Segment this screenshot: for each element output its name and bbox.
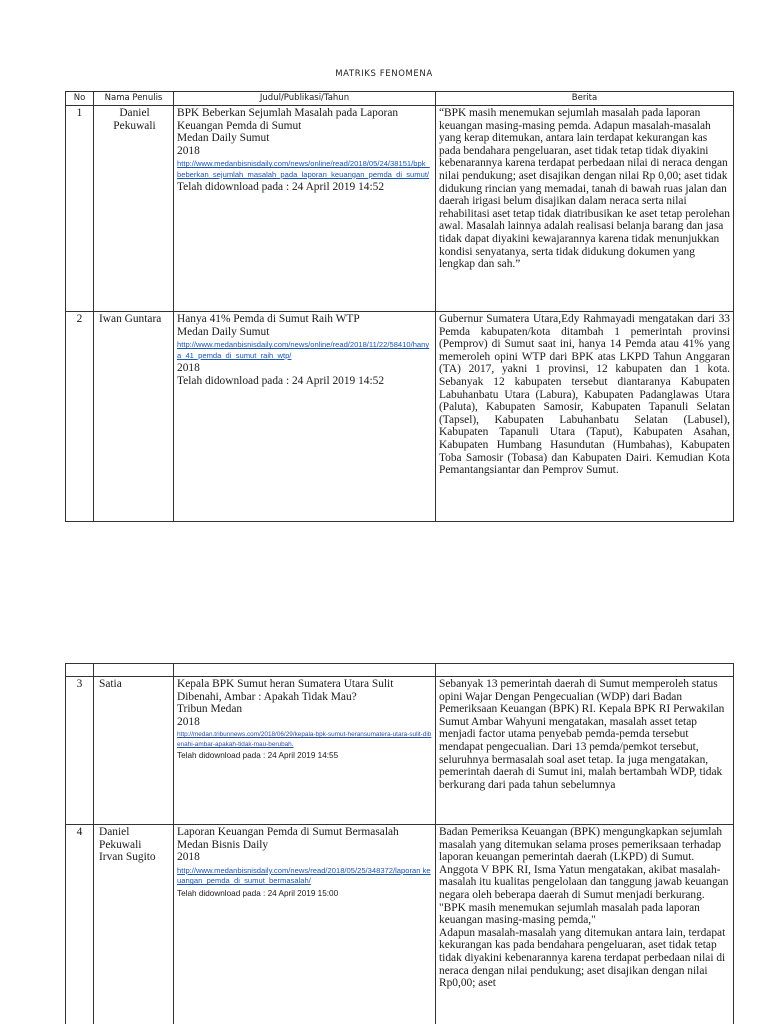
publication-name: Medan Bisnis Daily [177, 838, 269, 851]
author-line: Daniel Pekuwali Irvan Sugito [99, 826, 156, 864]
header-nama-penulis: Nama Penulis [94, 92, 174, 106]
publication-year: 2018 [177, 715, 200, 728]
author-name: Iwan Guntara [94, 312, 174, 522]
table-row [66, 825, 734, 1024]
news-paragraph: Badan Pemeriksa Keuangan (BPK) mengungkapkan sejumlah masalah yang ditemukan selama proses pemeriksaan terhadap laporan keuangan pemerintah daerah (LKPD) di Sumut. [439, 826, 723, 864]
header-no: No [66, 92, 94, 106]
header-berita: Berita [436, 92, 734, 106]
article-link[interactable]: http://medan.tribunnews.com/2018/06/29/kepala-bpk-sumut-heransumatera-utara-sulit-dibenahi-ambar-apakah-tidak-mau-berubah. [177, 731, 432, 748]
publication-name: Medan Daily Sumut [177, 325, 270, 338]
empty-cell [174, 664, 436, 677]
row-number: 1 [66, 106, 94, 312]
article-title: BPK Beberkan Sejumlah Masalah pada Laporan Keuangan Pemda di Sumut [177, 107, 399, 132]
row-number: 2 [66, 312, 94, 522]
article-title: Kepala BPK Sumut heran Sumatera Utara Sulit Dibenahi, Ambar : Apakah Tidak Mau? [177, 678, 394, 703]
article-link[interactable]: http://www.medanbisnisdaily.com/news/online/read/2018/11/22/58410/hanya_41_pemda_di_sumut_raih_wtp/ [177, 340, 430, 360]
header-judul-publikasi-tahun: Judul/Publikasi/Tahun [174, 92, 436, 106]
table-row [66, 312, 734, 522]
document-title: MATRIKS FENOMENA [335, 69, 433, 79]
empty-header-row [66, 664, 734, 677]
publication-year: 2018 [177, 851, 200, 864]
article-title: Hanya 41% Pemda di Sumut Raih WTP [177, 313, 360, 325]
author-name [94, 825, 174, 1024]
author-name: Satia [94, 677, 174, 825]
title-publication-cell [174, 677, 436, 825]
empty-cell [66, 664, 94, 677]
title-publication-cell [174, 825, 436, 1024]
article-link[interactable]: http://www.medanbisnisdaily.com/news/online/read/2018/05/24/38151/bpk_beberkan_sejumlah_masalah_pada_laporan_keuangan_pemda_di_sumut/ [177, 159, 430, 179]
article-title: Laporan Keuangan Pemda di Sumut Bermasalah [177, 826, 399, 838]
download-note: Telah didownload pada : 24 April 2019 14:55 [177, 751, 339, 761]
publication-name: Medan Daily Sumut [177, 132, 270, 145]
news-excerpt [436, 825, 734, 1024]
fenomena-table-page-top [65, 91, 734, 522]
news-excerpt: “BPK masih menemukan sejumlah masalah pada laporan keuangan masing-masing pemda. Adapun masalah-masalah yang kerap ditemukan, antara lain terdapat kekurangan kas pada bendahara pengeluaran, aset tidak tetap tidak diyakini kebenarannya karena terdapat perbedaan nilai di neraca dengan nilai pendukung; aset disajikan dengan nilai Rp 0,00; aset tidak didukung rincian yang memadai, tanah di bawah ruas jalan dan daerah irigasi belum disajikan dalam neraca serta nilai rehabilitasi aset tetap tidak diatribusikan ke aset tetap perolehan awal. Masalah lainnya adalah realisasi belanja barang dan jasa tidak dapat diyakini kewajarannya karena tidak menunjukkan kondisi senyatanya, serta tidak didukung dokumen yang lengkap dan sah.” [436, 106, 734, 312]
row-number: 3 [66, 677, 94, 825]
empty-cell [94, 664, 174, 677]
download-note: Telah didownload pada : 24 April 2019 14:52 [177, 374, 385, 387]
download-note: Telah didownload pada : 24 April 2019 14:52 [177, 181, 385, 194]
publication-name: Tribun Medan [177, 703, 243, 716]
news-paragraph: Anggota V BPK RI, Isma Yatun mengatakan, akibat masalah-masalah itu kualitas pengelolaan dan tanggung jawab keuangan negara oleh beberapa daerah di Sumut menjadi berkurang. [439, 863, 729, 901]
publication-year: 2018 [177, 144, 200, 157]
news-paragraph: "BPK masih menemukan sejumlah masalah pada laporan keuangan masing-masing pemda," [439, 901, 700, 927]
news-paragraph: Adapun masalah-masalah yang ditemukan antara lain, terdapat kekurangan kas pada bendahara pengeluaran, aset tidak tetap tidak diyakini kebenarannya karena terdapat perbedaan nilai di neraca dengan nilai pendukung; aset disajikan dengan nilai Rp0,00; aset [439, 926, 726, 990]
table-row [66, 106, 734, 312]
table-header-row [66, 92, 734, 106]
author-line: Daniel Pekuwali [113, 107, 156, 132]
download-note: Telah didownload pada : 24 April 2019 15:00 [177, 888, 339, 898]
title-publication-cell [174, 106, 436, 312]
author-name [94, 106, 174, 312]
publication-year: 2018 [177, 362, 200, 375]
row-number: 4 [66, 825, 94, 1024]
empty-cell [436, 664, 734, 677]
table-row [66, 677, 734, 825]
news-excerpt: Gubernur Sumatera Utara,Edy Rahmayadi mengatakan dari 33 Pemda kabupaten/kota ditambah 1 pemerintah provinsi (Pemprov) di Sumut saat ini, hanya 14 Pemda atau 41% yang memeroleh opini WTP dari BPK atas LKPD Tahun Anggaran (TA) 2017, yakni 1 provinsi, 12 kabupaten dan 1 kota. Sebanyak 12 kabupaten tersebut diantaranya Kabupaten Labuhanbatu Utara (Labura), Kabupaten Padanglawas Utara (Paluta), Kabupaten Samosir, Kabupaten Tapanuli Selatan (Tapsel), Kabupaten Labuhanbatu Selatan (Labusel), Kabupaten Tapanuli Utara (Taput), Kabupaten Asahan, Kabupaten Humbang Hasundutan (Humbahas), Kabupaten Toba Samosir (Tobasa) dan Kabupaten Dairi. Kemudian Kota Pemantangsiantar dan Pemprov Sumut. [436, 312, 734, 522]
title-publication-cell [174, 312, 436, 522]
article-link[interactable]: http://www.medanbisnisdaily.com/news/read/2018/05/25/348372/laporan keuangan_pemda_di_sumut_bermasalah/ [177, 865, 431, 886]
fenomena-table-page-continued [65, 663, 734, 1024]
news-excerpt: Sebanyak 13 pemerintah daerah di Sumut memperoleh status opini Wajar Dengan Pengecualian (WDP) dari Badan Pemeriksaan Keuangan (BPK) RI. Kepala BPK RI Perwakilan Sumut Ambar Wahyuni mengatakan, masalah asset tetap menjadi factor utama penyebab pemda-pemda tersebut mendapat pengecualian. Dari 13 pemda/pemkot tersebut, seluruhnya bermasalah soal aset tetap. Ia juga mengatakan, pemerintah daerah di Sumut ini, malah bertambah WDP, tidak berkurang dari pada tahun sebelumnya [436, 677, 734, 825]
